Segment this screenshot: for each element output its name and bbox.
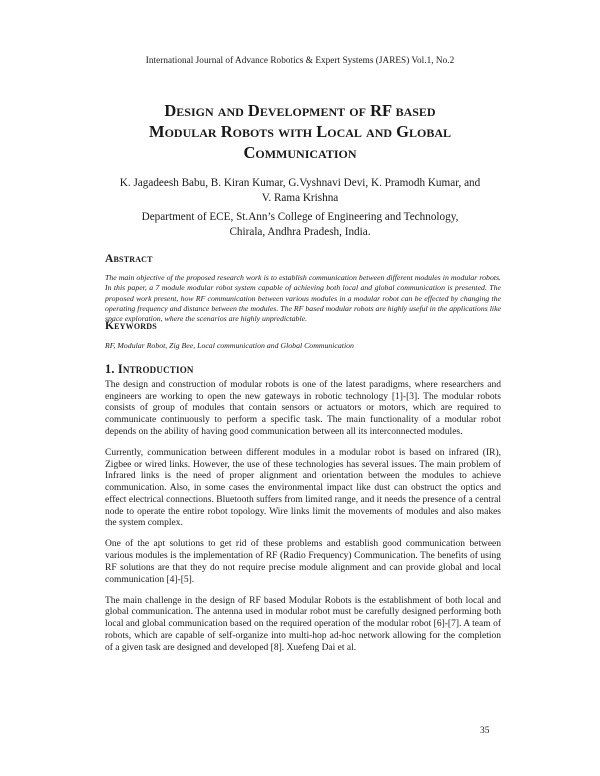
paragraph: Currently, communication between different modules in a modular robot is based on infrared (IR), Zigbee or wired links. However, the use of these technologies has several issues. The main problem of Infrared links is the need of proper alignment and orientation between the modules to achieve communication. Also, in some cases the environmental impact like dust can obstruct the optics and effect electrical connections. Bluetooth suffers from limited range, and it needs the presence of a central node to operate the entire robot topology. Wire links limit the movements of modules and also makes the system complex.	[105, 448, 501, 529]
paragraph: The main challenge in the design of RF based Modular Robots is the establishment of both local and global communication. The antenna used in modular robot must be carefully designed performing both local and global communication based on the required operation of the modular robot [6]-[7]. A team of robots, which are capable of self-organize into multi-hop ad-hoc network allowing for the completion of a given task are designed and developed [8]. Xuefeng Dai et al.	[105, 595, 501, 653]
introduction-body	[105, 380, 501, 664]
introduction-heading: 1. Introduction	[105, 362, 194, 376]
author-line: K. Jagadeesh Babu, B. Kiran Kumar, G.Vyshnavi Devi, K. Pramodh Kumar, and	[119, 177, 481, 189]
title-line: Communication	[243, 143, 357, 162]
author-line: V. Rama Krishna	[261, 192, 339, 204]
keywords-text: RF, Modular Robot, Zig Bee, Local communication and Global Communication	[105, 341, 354, 350]
affiliation-line: Department of ECE, St.Ann’s College of Engineering and Technology,	[141, 211, 459, 223]
journal-header: International Journal of Advance Robotics & Expert Systems (JARES) Vol.1, No.2	[145, 55, 455, 65]
paper-title	[60, 100, 540, 163]
keywords-heading: Keywords	[105, 320, 157, 332]
page-number: 35	[480, 726, 490, 736]
title-line: Design and Development of RF based	[164, 101, 436, 120]
paragraph: One of the apt solutions to get rid of these problems and establish good communication between various modules is the implementation of RF (Radio Frequency) Communication. The benefits of using RF solutions are that they do not require precise module alignment and can provide global and local communication [4]-[5].	[105, 539, 501, 585]
affiliation	[100, 210, 500, 240]
author-list	[100, 176, 500, 206]
title-line: Modular Robots with Local and Global	[149, 122, 451, 141]
paragraph: The design and construction of modular robots is one of the latest paradigms, where researchers and engineers are working to open the new gateways in robotic technology [1]-[3]. The modular robots consists of group of modules that contain sensors or actuators or motors, which are required to communicate continuously to perform a specific task. The main functionality of a modular robot depends on the ability of having good communication between all its interconnected modules.	[105, 380, 501, 437]
abstract-text: The main objective of the proposed research work is to establish communication between different modules in modular robots. In this paper, a 7 module modular robot system capable of achieving both local and global communication is presented. The proposed work present, how RF communication between various modules in a modular robot can be effected by changing the operating frequency and distance between the modules. The RF based modular robots are highly useful in the applications like space exploration, where the scenarios are highly unpredictable.	[105, 273, 501, 324]
abstract-heading: Abstract	[105, 253, 153, 265]
affiliation-line: Chirala, Andhra Pradesh, India.	[229, 226, 371, 238]
